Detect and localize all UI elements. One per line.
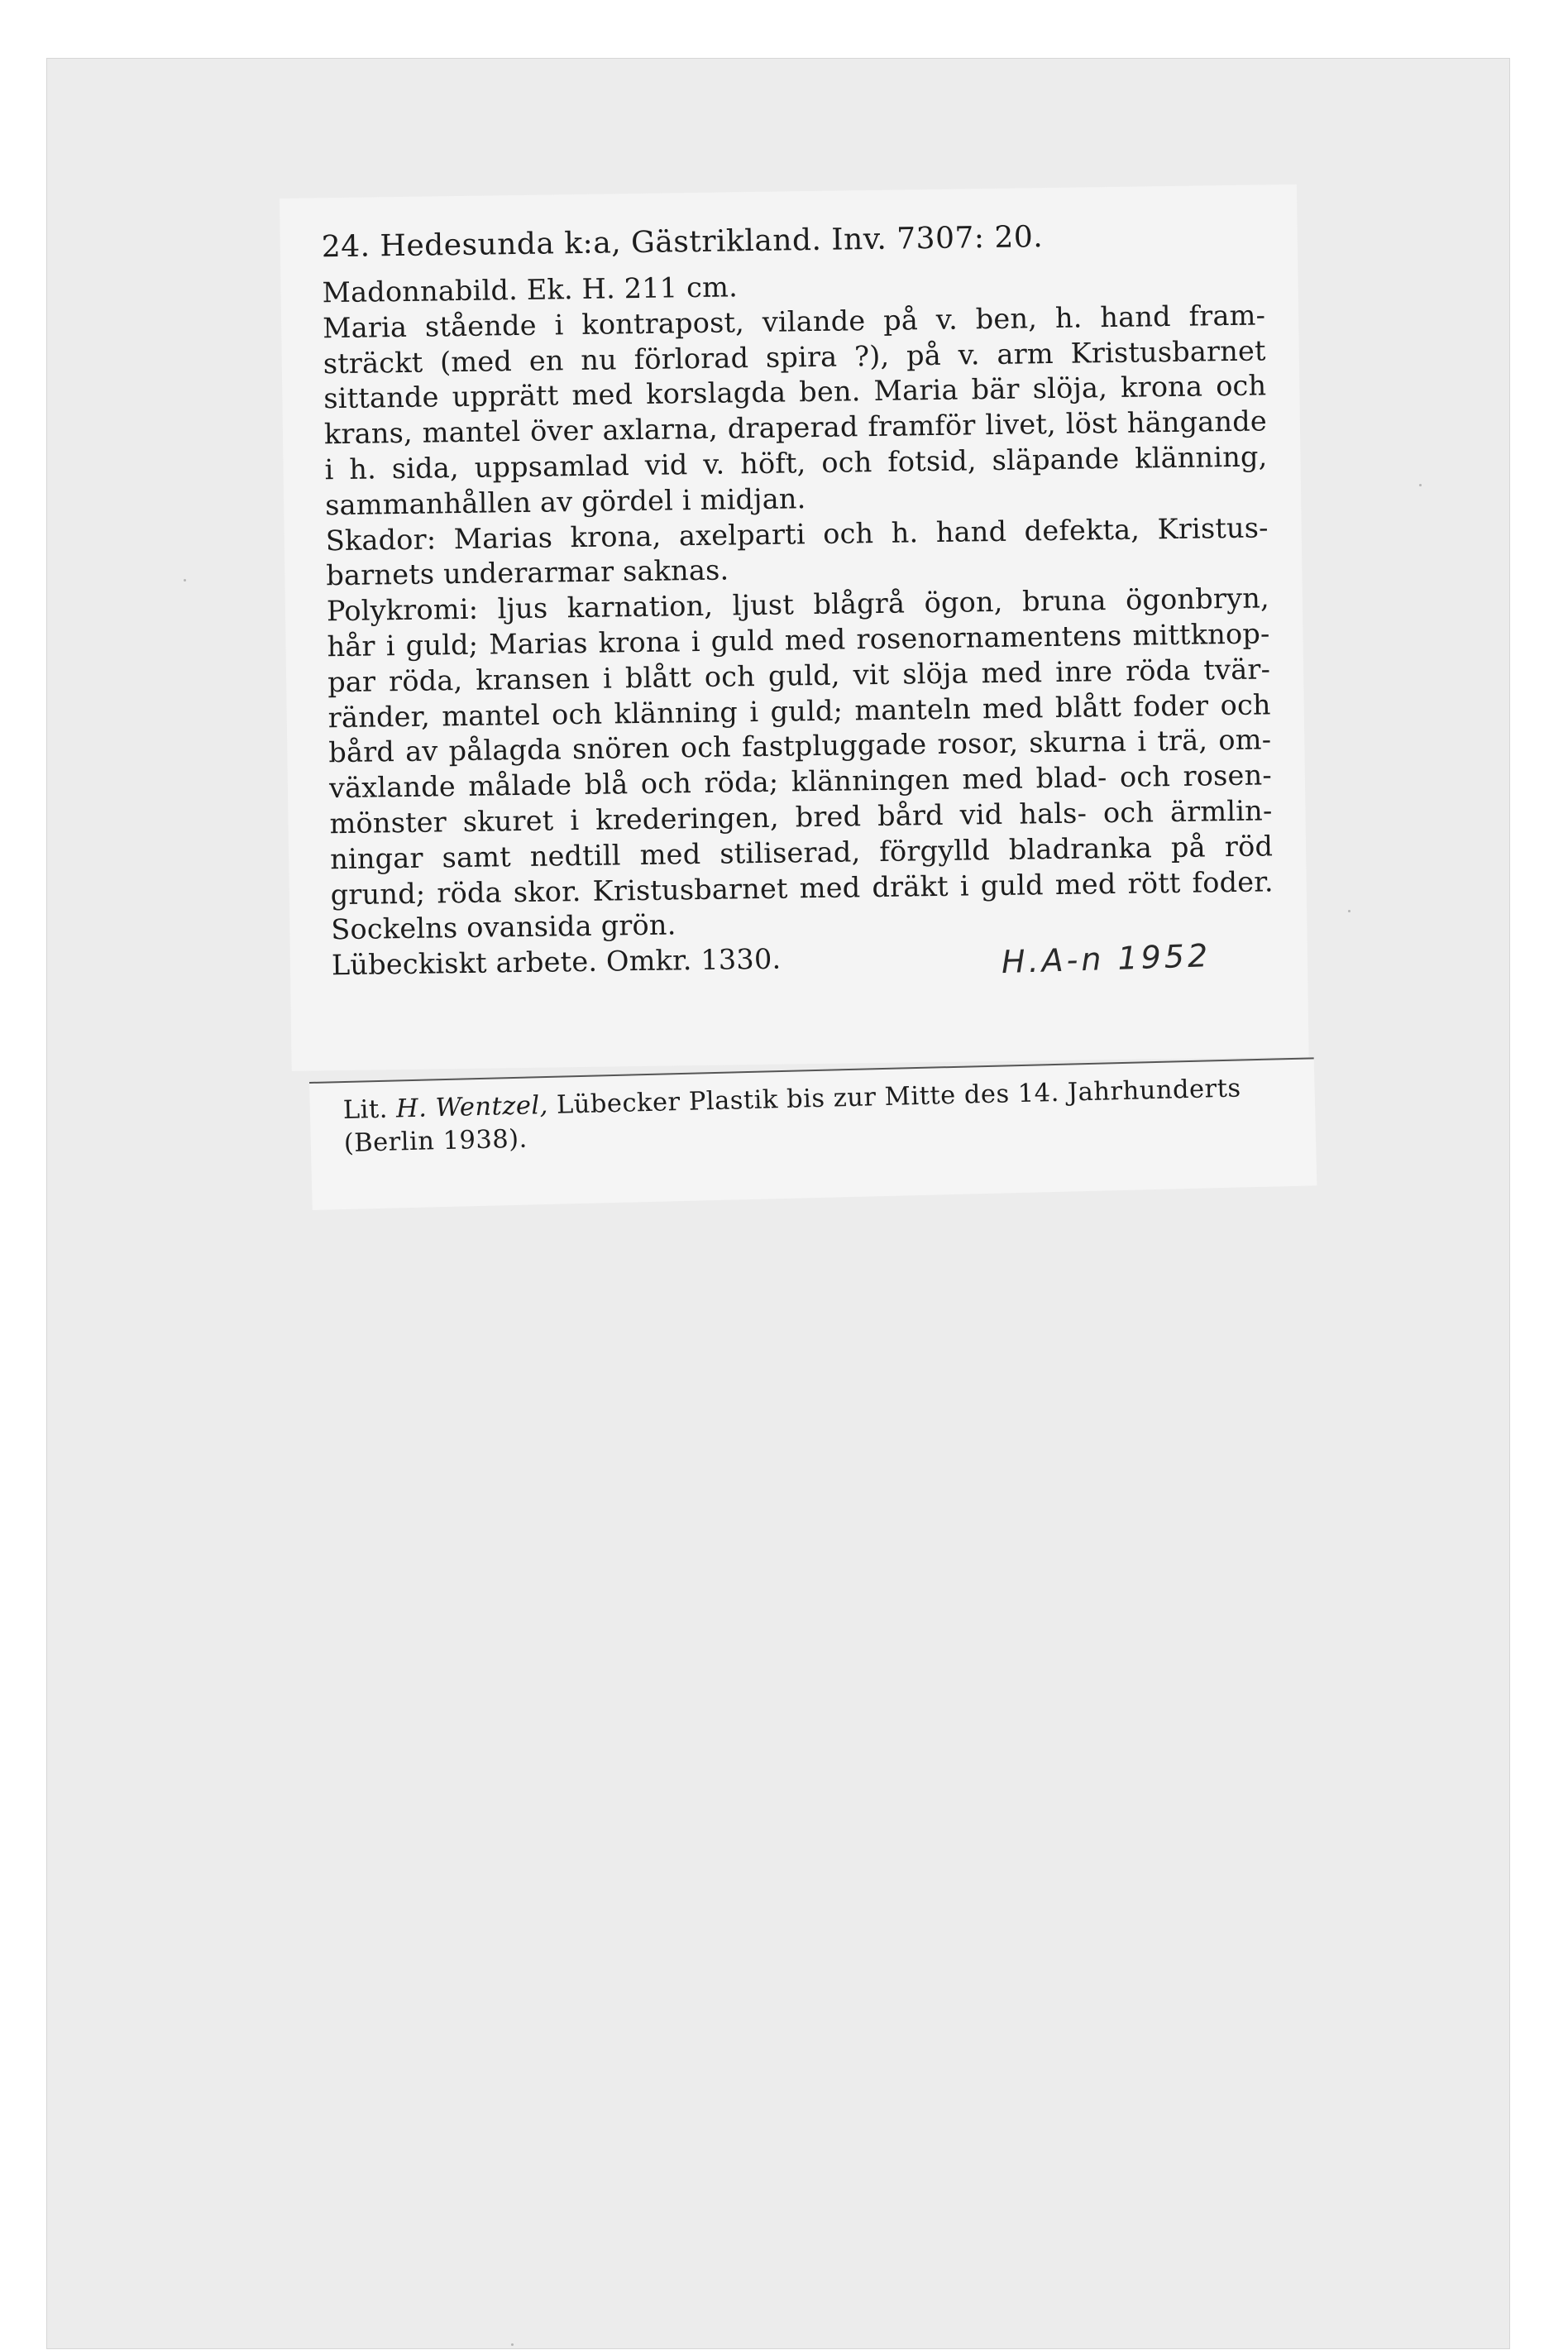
entry-origin-line: Lübeckiskt arbete. Omkr. 1330.	[331, 942, 782, 982]
entry-line: krans, mantel över axlarna, draperad framför livet, löst hängande	[323, 404, 1268, 451]
entry-line: mönster skuret i krederingen, bred bård vid hals- och ärmlin-	[329, 794, 1273, 840]
entry-line: ränder, mantel och klänning i guld; manteln med blått foder och	[327, 687, 1271, 734]
entry-line: Maria stående i kontrapost, vilande på v. ben, h. hand fram-	[322, 299, 1266, 345]
entry-line: par röda, kransen i blått och guld, vit slöja med inre röda tvär-	[327, 653, 1271, 699]
entry-line: sammanhållen av gördel i midjan.	[324, 481, 806, 522]
entry-line: växlande målade blå och röda; klänningen med blad- och rosen-	[328, 759, 1273, 805]
handwritten-annotation: H.A-n 1952	[1001, 937, 1212, 981]
literature-title: Lübecker Plastik bis zur Mitte des 14. Jahrhunderts	[556, 1074, 1241, 1120]
paper-speck	[511, 2343, 514, 2346]
catalog-entry-slip	[280, 184, 1309, 1071]
entry-line: ningar samt nedtill med stiliserad, förgylld bladranka på röd	[329, 830, 1274, 875]
entry-line: grund; röda skor. Kristusbarnet med dräkt i guld med rött foder.	[330, 864, 1274, 911]
paper-speck	[1348, 910, 1350, 912]
literature-author: H. Wentzel,	[395, 1090, 549, 1124]
entry-line: sträckt (med en nu förlorad spira ?), på v. arm Kristusbarnet	[323, 333, 1266, 380]
entry-line: sittande upprätt med korslagda ben. Maria bär slöja, krona och	[323, 369, 1267, 415]
literature-place-year: (Berlin 1938).	[343, 1124, 528, 1158]
paper-speck	[184, 579, 186, 582]
entry-heading: 24. Hedesunda k:a, Gästrikland. Inv. 7307: 20.	[321, 220, 1044, 265]
entry-line: Polykromi: ljus karnation, ljust blågrå ögon, bruna ögonbryn,	[326, 582, 1270, 628]
entry-line: Skador: Marias krona, axelparti och h. hand defekta, Kristus-	[325, 510, 1269, 557]
entry-line: Sockelns ovansida grön.	[331, 908, 676, 946]
entry-line: i h. sida, uppsamlad vid v. höft, och fotsid, släpande klänning,	[324, 440, 1268, 486]
entry-line: Madonnabild. Ek. H. 211 cm.	[322, 270, 739, 309]
entry-line: hår i guld; Marias krona i guld med rosenornamentens mittknop-	[327, 617, 1270, 663]
literature-prefix: Lit.	[342, 1094, 389, 1126]
paper-speck	[1419, 484, 1422, 486]
literature-slip	[309, 1057, 1317, 1210]
entry-line: barnets underarmar saknas.	[326, 553, 729, 592]
entry-line: bård av pålagda snören och fastpluggade rosor, skurna i trä, om-	[328, 723, 1272, 769]
